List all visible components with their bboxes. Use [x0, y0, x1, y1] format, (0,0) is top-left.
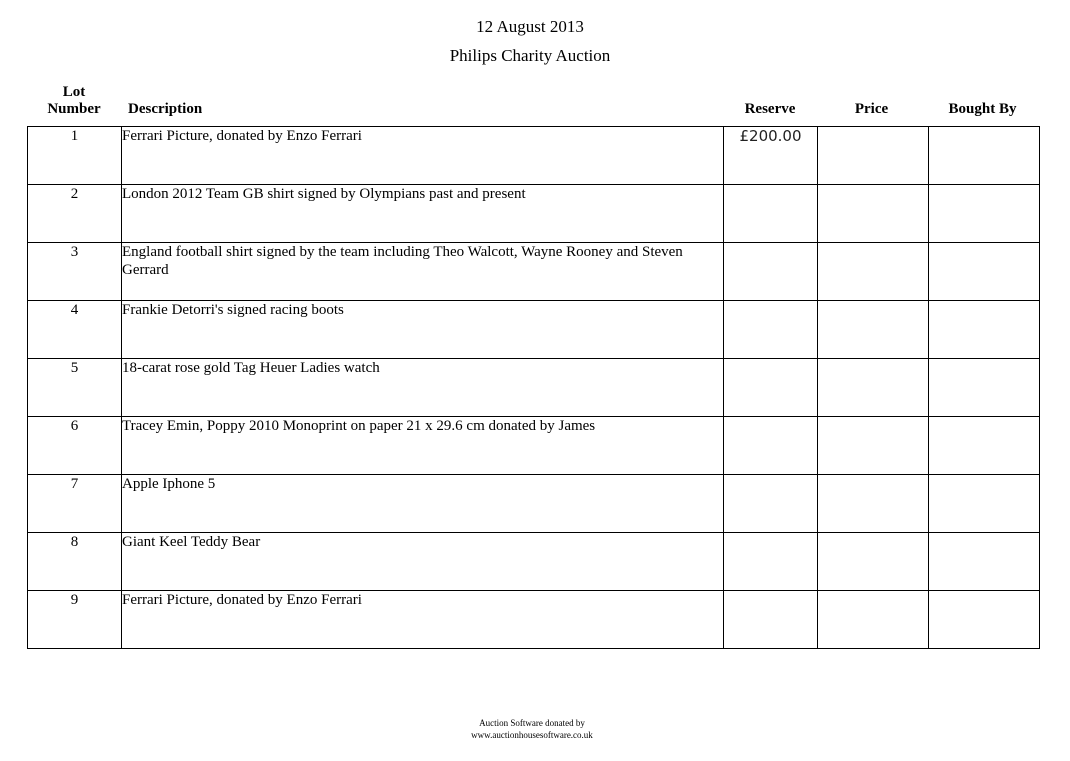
description-cell: Apple Iphone 5	[122, 475, 724, 533]
table-row	[28, 417, 1040, 475]
description-cell: London 2012 Team GB shirt signed by Olympians past and present	[122, 185, 724, 243]
table-row	[28, 243, 1040, 301]
footer-credit-line1: Auction Software donated by	[479, 718, 585, 728]
lots-table	[27, 126, 1040, 649]
bought-by-cell	[929, 185, 1040, 243]
bought-by-cell	[929, 417, 1040, 475]
reserve-cell	[724, 185, 818, 243]
lot-number-cell: 6	[28, 417, 122, 475]
reserve-cell	[724, 301, 818, 359]
reserve-cell	[724, 359, 818, 417]
lot-number-cell: 4	[28, 301, 122, 359]
lot-number-cell: 1	[28, 127, 122, 185]
reserve-cell: £200.00	[724, 127, 818, 185]
price-cell	[818, 301, 929, 359]
lot-number-cell: 3	[28, 243, 122, 301]
bought-by-cell	[929, 359, 1040, 417]
description-cell: Ferrari Picture, donated by Enzo Ferrari	[122, 127, 724, 185]
bought-by-header: Bought By	[948, 101, 1017, 117]
description-header: Description	[128, 101, 203, 117]
reserve-cell	[724, 417, 818, 475]
bought-by-cell	[929, 475, 1040, 533]
description-cell: Ferrari Picture, donated by Enzo Ferrari	[122, 591, 724, 649]
bought-by-cell	[929, 301, 1040, 359]
bought-by-cell	[929, 533, 1040, 591]
description-cell: 18-carat rose gold Tag Heuer Ladies watch	[122, 359, 724, 417]
lot-number-cell: 2	[28, 185, 122, 243]
table-row	[28, 127, 1040, 185]
catalogue-title: Philips Charity Auction	[449, 46, 611, 65]
lot-number-header-line1: Lot	[62, 84, 86, 100]
lot-number-header-line2: Number	[47, 101, 101, 117]
bought-by-cell	[929, 243, 1040, 301]
description-cell: England football shirt signed by the team including Theo Walcott, Wayne Rooney and Steven Gerrard	[122, 243, 724, 301]
lot-number-cell: 7	[28, 475, 122, 533]
description-cell: Frankie Detorri's signed racing boots	[122, 301, 724, 359]
table-row	[28, 475, 1040, 533]
footer-credit	[0, 717, 1064, 741]
lot-number-cell: 5	[28, 359, 122, 417]
price-cell	[818, 185, 929, 243]
bought-by-cell	[929, 591, 1040, 649]
reserve-header: Reserve	[744, 101, 796, 117]
price-cell	[818, 475, 929, 533]
table-row	[28, 533, 1040, 591]
price-cell	[818, 359, 929, 417]
table-row	[28, 301, 1040, 359]
footer-credit-url: www.auctionhousesoftware.co.uk	[471, 730, 593, 740]
description-cell: Tracey Emin, Poppy 2010 Monoprint on paper 21 x 29.6 cm donated by James	[122, 417, 724, 475]
price-cell	[818, 533, 929, 591]
catalogue-date: 12 August 2013	[476, 17, 584, 36]
lot-number-cell: 9	[28, 591, 122, 649]
bought-by-cell	[929, 127, 1040, 185]
price-cell	[818, 127, 929, 185]
lot-number-cell: 8	[28, 533, 122, 591]
reserve-cell	[724, 243, 818, 301]
table-row	[28, 591, 1040, 649]
price-cell	[818, 417, 929, 475]
table-row	[28, 359, 1040, 417]
description-cell: Giant Keel Teddy Bear	[122, 533, 724, 591]
price-header: Price	[854, 101, 889, 117]
reserve-cell	[724, 475, 818, 533]
price-cell	[818, 243, 929, 301]
lot-number-header	[27, 84, 121, 118]
price-cell	[818, 591, 929, 649]
reserve-cell	[724, 591, 818, 649]
reserve-cell	[724, 533, 818, 591]
column-headers	[27, 84, 1038, 124]
table-row	[28, 185, 1040, 243]
